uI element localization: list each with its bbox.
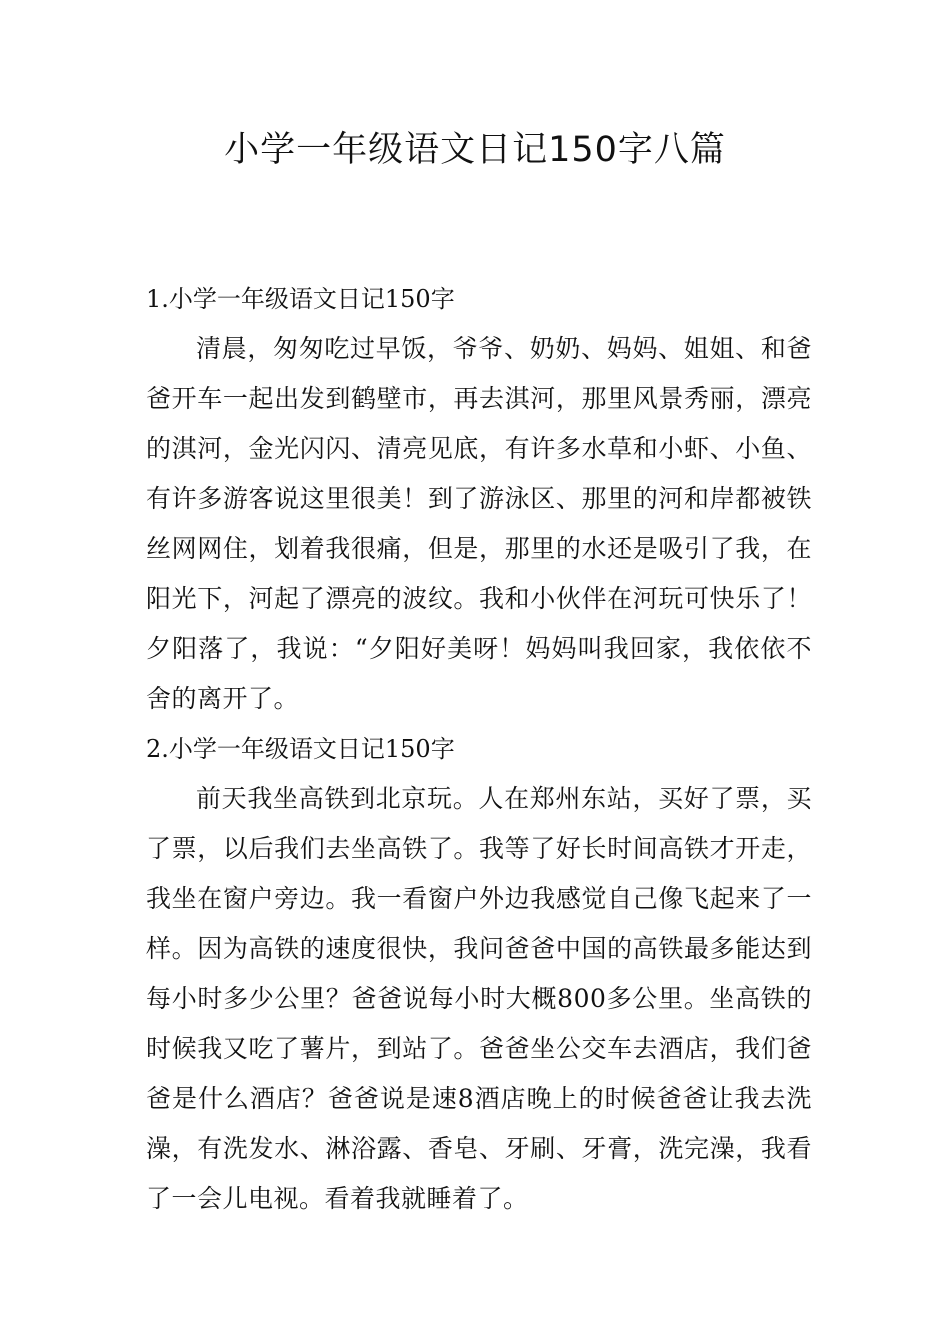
diary-section-1 xyxy=(146,274,812,724)
document-content xyxy=(146,274,812,1224)
section-body: 前天我坐高铁到北京玩。人在郑州东站，买好了票，买了票，以后我们去坐高铁了。我等了好长时间高铁才开走，我坐在窗户旁边。我一看窗户外边我感觉自己像飞起来了一样。因为高铁的速度很快，我问爸爸中国的高铁最多能达到每小时多少公里？爸爸说每小时大概800多公里。坐高铁的时候我又吃了薯片，到站了。爸爸坐公交车去酒店，我们爸爸是什么酒店？爸爸说是速8酒店晚上的时候爸爸让我去洗澡，有洗发水、淋浴露、香皂、牙刷、牙膏，洗完澡，我看了一会儿电视。看着我就睡着了。 xyxy=(146,784,812,1213)
diary-section-2 xyxy=(146,724,812,1224)
section-heading: 1.小学一年级语文日记150字 xyxy=(146,285,455,313)
section-body: 清晨，匆匆吃过早饭，爷爷、奶奶、妈妈、姐姐、和爸爸开车一起出发到鹤壁市，再去淇河，那里风景秀丽，漂亮的淇河，金光闪闪、清亮见底，有许多水草和小虾、小鱼、有许多游客说这里很美！到了游泳区、那里的河和岸都被铁丝网网住，划着我很痛，但是，那里的水还是吸引了我，在阳光下，河起了漂亮的波纹。我和小伙伴在河玩可快乐了！夕阳落了，我说：“夕阳好美呀！妈妈叫我回家，我依依不舍的离开了。 xyxy=(146,334,812,713)
document-title: 小学一年级语文日记150字八篇 xyxy=(224,130,726,170)
section-heading: 2.小学一年级语文日记150字 xyxy=(146,735,455,763)
